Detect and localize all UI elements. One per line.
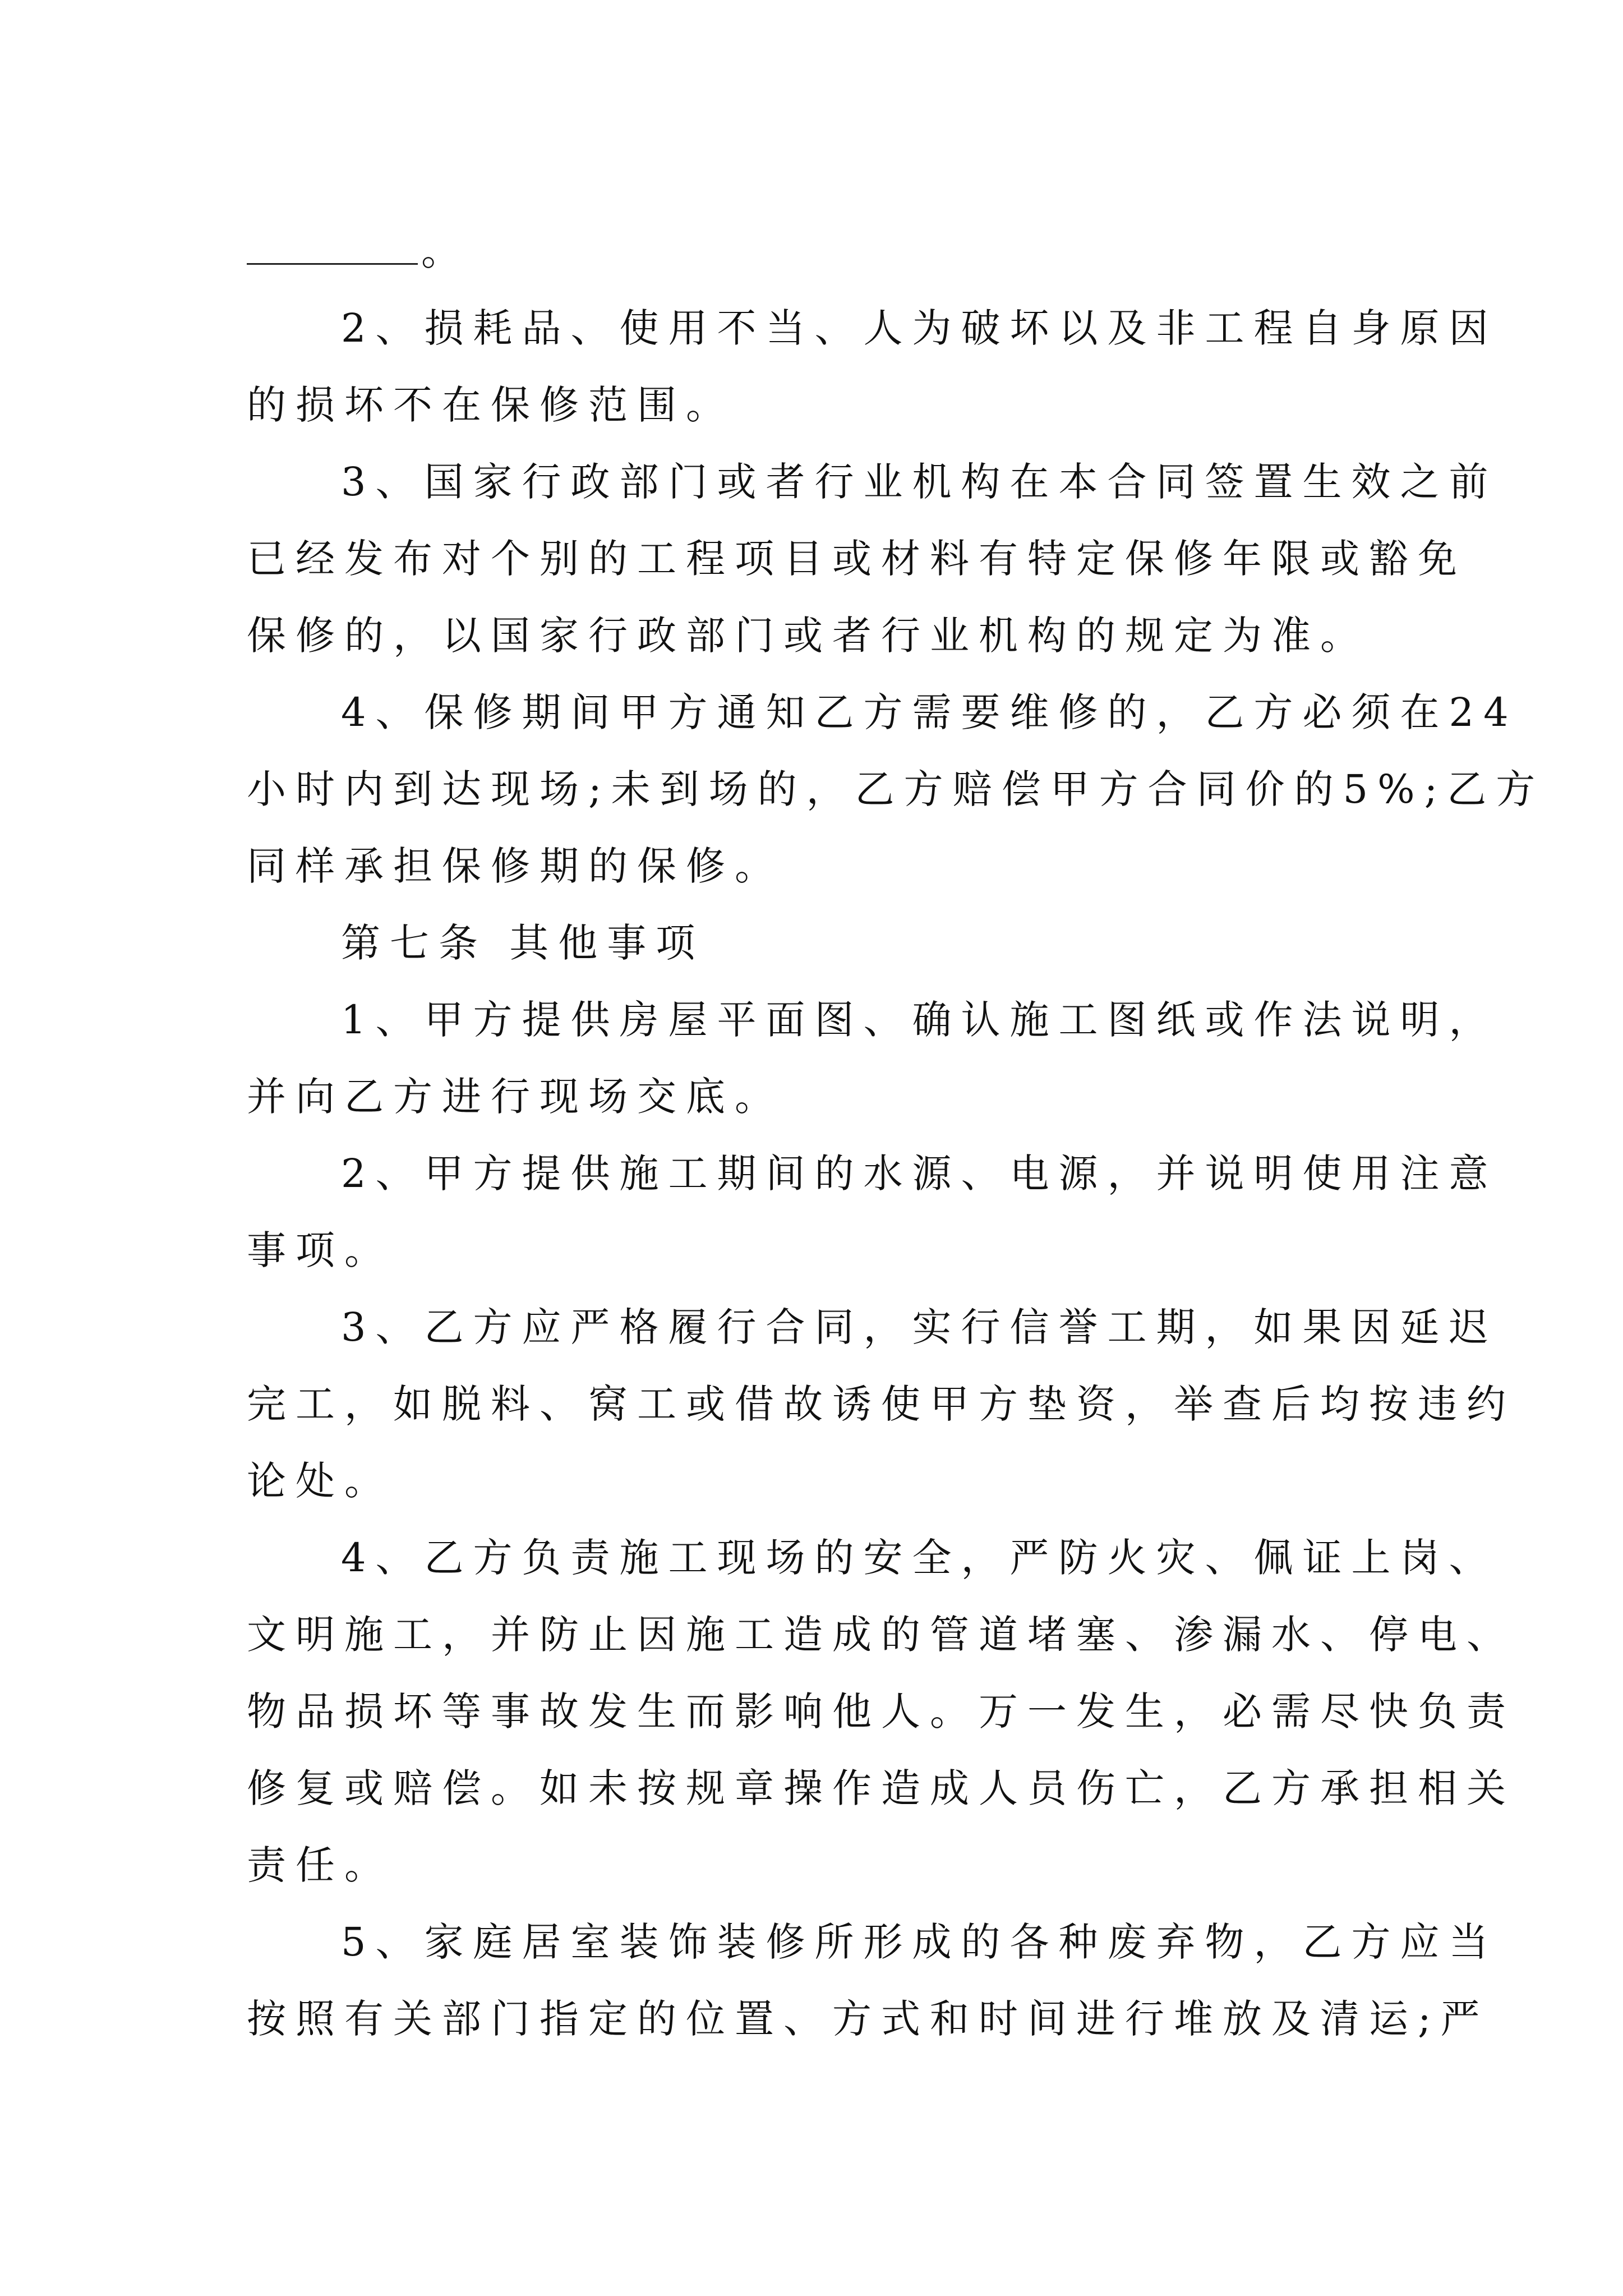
text-line-7: 4、保修期间甲方通知乙方需要维修的，乙方必须在24 (341, 689, 1518, 735)
text-line-6: 保修的，以国家行政部门或者行业机构的规定为准。 (247, 613, 1369, 659)
text-line-1 (247, 213, 1385, 290)
text-line-2: 2、损耗品、使用不当、人为破坏以及非工程自身原因 (341, 305, 1498, 351)
text-line-14: 事项。 (247, 1227, 393, 1273)
text-line-18: 4、乙方负责施工现场的安全，严防火灾、佩证上岗、 (341, 1535, 1498, 1581)
text-line-8: 小时内到达现场;未到场的，乙方赔偿甲方合同价的5%;乙方 (247, 766, 1545, 812)
text-line-22: 责任。 (247, 1842, 393, 1888)
text-line-3: 的损坏不在保修范围。 (247, 382, 735, 428)
text-line-9: 同样承担保修期的保修。 (247, 843, 783, 889)
text-line-23: 5、家庭居室装饰装修所形成的各种废弃物，乙方应当 (341, 1919, 1498, 1965)
text-line-19: 文明施工，并防止因施工造成的管道堵塞、渗漏水、停电、 (247, 1612, 1515, 1658)
line-text: 。 (421, 228, 470, 274)
text-line-24: 按照有关部门指定的位置、方式和时间进行堆放及清运;严 (247, 1996, 1490, 2042)
text-line-15: 3、乙方应严格履行合同，实行信誉工期，如果因延迟 (341, 1304, 1498, 1350)
document-body (247, 213, 1545, 2058)
text-line-16: 完工，如脱料、窝工或借故诱使甲方垫资，举查后均按违约 (247, 1381, 1515, 1427)
text-line-11: 1、甲方提供房屋平面图、确认施工图纸或作法说明， (341, 997, 1498, 1043)
text-line-5: 已经发布对个别的工程项目或材料有特定保修年限或豁免 (247, 536, 1467, 582)
section-heading: 第七条 其他事项 (341, 920, 705, 966)
text-line-13: 2、甲方提供施工期间的水源、电源，并说明使用注意 (341, 1151, 1498, 1197)
text-line-21: 修复或赔偿。如未按规章操作造成人员伤亡，乙方承担相关 (247, 1765, 1515, 1811)
text-line-20: 物品损坏等事故发生而影响他人。万一发生，必需尽快负责 (247, 1688, 1515, 1734)
text-line-12: 并向乙方进行现场交底。 (247, 1074, 783, 1120)
fill-in-blank (247, 232, 418, 265)
text-line-4: 3、国家行政部门或者行业机构在本合同签置生效之前 (341, 459, 1498, 505)
text-line-17: 论处。 (247, 1458, 393, 1504)
